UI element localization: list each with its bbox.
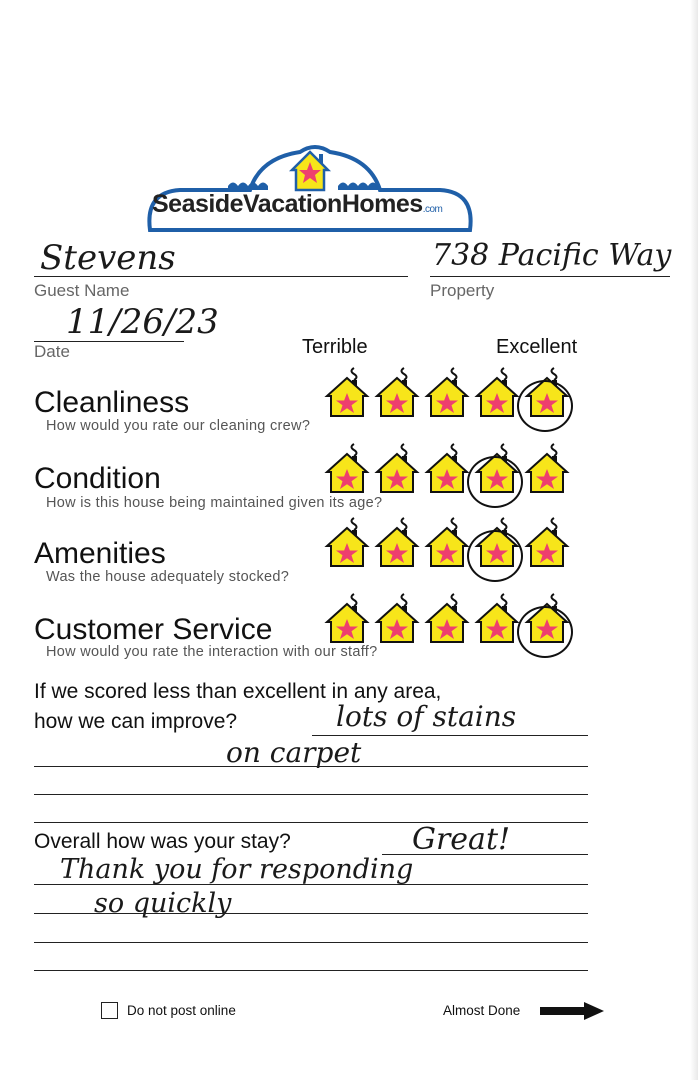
overall-line-3 — [34, 913, 588, 914]
rating-stars-customer-service — [323, 592, 571, 644]
rating-question-customer-service: How would you rate the interaction with our staff? — [46, 644, 378, 660]
overall-answer-2: Thank you for responding — [60, 854, 414, 885]
do-not-post-label: Do not post online — [127, 1003, 236, 1018]
brand-logo — [140, 138, 480, 238]
overall-answer-3: so quickly — [94, 888, 232, 919]
guest-name-value: Stevens — [40, 238, 176, 278]
rating-house-icon[interactable] — [373, 516, 421, 568]
improve-line-2 — [34, 766, 588, 767]
date-value: 11/26/23 — [66, 302, 219, 342]
rating-title-customer-service: Customer Service — [34, 613, 273, 646]
property-value: 738 Pacific Way — [432, 238, 672, 273]
rating-stars-cleanliness — [323, 366, 571, 418]
arrow-right-icon — [540, 1002, 604, 1020]
rating-question-condition: How is this house being maintained given its age? — [46, 495, 383, 511]
rating-question-amenities: Was the house adequately stocked? — [46, 569, 290, 585]
rating-house-icon[interactable] — [373, 592, 421, 644]
rating-stars-amenities — [323, 516, 571, 568]
improve-question-line2: how we can improve? — [34, 710, 238, 733]
rating-stars-condition — [323, 442, 571, 494]
rating-house-icon[interactable] — [373, 366, 421, 418]
rating-house-icon[interactable] — [323, 442, 371, 494]
rating-house-icon[interactable] — [373, 442, 421, 494]
date-label: Date — [34, 342, 70, 361]
scan-edge — [690, 0, 698, 1080]
improve-line-3 — [34, 794, 588, 795]
almost-done-label: Almost Done — [443, 1003, 521, 1018]
property-label: Property — [430, 281, 495, 300]
rating-house-icon[interactable] — [473, 592, 521, 644]
rating-house-icon[interactable] — [323, 592, 371, 644]
overall-line-5 — [34, 970, 588, 971]
rating-house-icon[interactable] — [523, 442, 571, 494]
rating-house-icon[interactable] — [423, 442, 471, 494]
rating-house-icon[interactable] — [423, 592, 471, 644]
selected-rating-circle — [517, 606, 573, 658]
guest-name-line — [34, 276, 408, 277]
rating-house-icon[interactable] — [473, 366, 521, 418]
rating-title-amenities: Amenities — [34, 537, 166, 570]
scale-low-label: Terrible — [302, 336, 368, 358]
brand-name: SeasideVacationHomes — [152, 190, 423, 218]
overall-question: Overall how was your stay? — [34, 830, 291, 853]
overall-answer-1: Great! — [412, 822, 511, 857]
overall-line-2 — [34, 884, 588, 885]
selected-rating-circle — [517, 380, 573, 432]
rating-title-cleanliness: Cleanliness — [34, 386, 190, 419]
rating-house-icon[interactable] — [523, 516, 571, 568]
rating-house-icon[interactable] — [323, 516, 371, 568]
rating-house-icon[interactable] — [423, 516, 471, 568]
rating-house-icon[interactable] — [473, 516, 521, 568]
rating-house-icon[interactable] — [523, 592, 571, 644]
rating-house-icon[interactable] — [473, 442, 521, 494]
rating-house-icon[interactable] — [323, 366, 371, 418]
brand-tld: .com — [422, 204, 443, 215]
improve-answer-1: lots of stains — [336, 700, 517, 733]
rating-title-condition: Condition — [34, 462, 161, 495]
rating-question-cleanliness: How would you rate our cleaning crew? — [46, 418, 311, 434]
rating-house-icon[interactable] — [423, 366, 471, 418]
improve-question-line1: If we scored less than excellent in any area, — [34, 680, 442, 703]
selected-rating-circle — [467, 456, 523, 508]
property-line — [430, 276, 670, 277]
do-not-post-checkbox[interactable] — [101, 1002, 118, 1019]
scale-high-label: Excellent — [496, 336, 578, 358]
improve-answer-2: on carpet — [226, 736, 362, 769]
selected-rating-circle — [467, 530, 523, 582]
guest-name-label: Guest Name — [34, 281, 130, 300]
rating-house-icon[interactable] — [523, 366, 571, 418]
overall-line-4 — [34, 942, 588, 943]
